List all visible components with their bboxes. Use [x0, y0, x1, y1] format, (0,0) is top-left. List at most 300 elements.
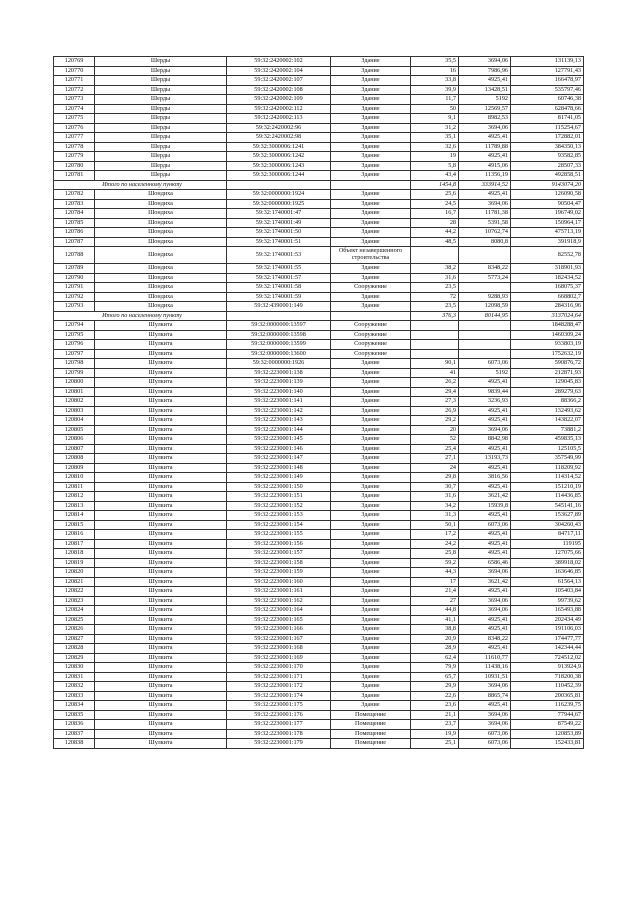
cadastral-number-cell: 59:32:3000006:1241 [227, 142, 331, 152]
area-cell: 32,6 [411, 142, 459, 152]
cadastral-number-cell: 59:32:2230001:155 [227, 530, 331, 540]
value-cell: 318901,93 [511, 264, 584, 274]
value-cell: 118209,92 [511, 463, 584, 473]
value-cell: 535797,46 [511, 85, 584, 95]
table-row [54, 142, 584, 152]
cadastral-number-cell: 59:32:2230001:158 [227, 558, 331, 568]
object-type-cell: Здание [331, 397, 411, 407]
cadastral-number-cell: 59:32:0000000:1924 [227, 190, 331, 200]
table-row [54, 558, 584, 568]
object-type-cell: Здание [331, 644, 411, 654]
value-cell: 114314,52 [511, 473, 584, 483]
cadastral-number-cell: 59:32:2230001:149 [227, 473, 331, 483]
settlement-cell: Шулкита [95, 511, 227, 521]
cadastral-number-cell: 59:32:2230001:171 [227, 672, 331, 682]
row-number: 120773 [54, 95, 95, 105]
row-number: 120769 [54, 57, 95, 67]
value-cell: 82552,78 [511, 247, 584, 264]
settlement-cell: Шулкита [95, 644, 227, 654]
cadastral-number-cell: 59:32:2230001:150 [227, 482, 331, 492]
value-cell: 150964,17 [511, 218, 584, 228]
object-type-cell: Здание [331, 625, 411, 635]
object-type-cell: Здание [331, 691, 411, 701]
rate-cell: 8842,98 [459, 435, 511, 445]
row-number: 120779 [54, 152, 95, 162]
value-cell: 152433,81 [511, 739, 584, 749]
area-cell: 43,4 [411, 171, 459, 181]
value-cell: 492858,51 [511, 171, 584, 181]
area-cell: 33,8 [411, 76, 459, 86]
row-number: 120803 [54, 406, 95, 416]
rate-cell: 8080,8 [459, 237, 511, 247]
rate-cell: 3694,06 [459, 123, 511, 133]
value-cell: 60746,38 [511, 95, 584, 105]
rate-cell: 5192 [459, 368, 511, 378]
row-number: 120813 [54, 501, 95, 511]
table-row [54, 720, 584, 730]
area-cell: 59,2 [411, 558, 459, 568]
cadastral-number-cell: 59:32:2230001:142 [227, 406, 331, 416]
cadastral-number-cell: 59:32:2230001:179 [227, 739, 331, 749]
area-cell: 23,6 [411, 701, 459, 711]
object-type-cell: Здание [331, 435, 411, 445]
table-row [54, 161, 584, 171]
settlement-cell: Шулкита [95, 729, 227, 739]
settlement-cell: Шерды [95, 142, 227, 152]
table-row [54, 482, 584, 492]
rate-cell: 4925,41 [459, 133, 511, 143]
table-row [54, 292, 584, 302]
value-cell: 168075,37 [511, 283, 584, 293]
row-number: 120801 [54, 387, 95, 397]
area-cell: 41,1 [411, 615, 459, 625]
subtotal-row [54, 180, 584, 190]
area-cell: 44,8 [411, 606, 459, 616]
settlement-cell: Шулкита [95, 387, 227, 397]
settlement-cell: Шондиха [95, 247, 227, 264]
area-cell: 24,2 [411, 539, 459, 549]
rate-cell: 6073,06 [459, 520, 511, 530]
rate-cell [459, 247, 511, 264]
object-type-cell: Здание [331, 577, 411, 587]
rate-cell: 3694,06 [459, 425, 511, 435]
settlement-cell: Шулкита [95, 672, 227, 682]
object-type-cell: Здание [331, 133, 411, 143]
cadastral-number-cell: 59:32:2230001:168 [227, 644, 331, 654]
cadastral-number-cell: 59:32:1740001:57 [227, 273, 331, 283]
row-number: 120818 [54, 549, 95, 559]
rate-cell: 6073,06 [459, 359, 511, 369]
row-number: 120781 [54, 171, 95, 181]
table-row [54, 463, 584, 473]
table-row [54, 473, 584, 483]
value-cell: 163646,85 [511, 568, 584, 578]
rate-cell: 4925,41 [459, 152, 511, 162]
area-cell: 11,7 [411, 95, 459, 105]
row-number: 120829 [54, 653, 95, 663]
settlement-cell: Шулкита [95, 425, 227, 435]
cadastral-number-cell: 59:32:0000000:13598 [227, 330, 331, 340]
row-number: 120797 [54, 349, 95, 359]
settlement-cell: Шулкита [95, 691, 227, 701]
settlement-cell: Шулкита [95, 340, 227, 350]
row-number: 120792 [54, 292, 95, 302]
cadastral-number-cell: 59:32:2230001:159 [227, 568, 331, 578]
rate-cell: 13428,51 [459, 85, 511, 95]
row-number: 120817 [54, 539, 95, 549]
value-cell: 105403,84 [511, 587, 584, 597]
area-cell [411, 321, 459, 331]
value-cell: 131139,13 [511, 57, 584, 67]
rate-cell: 15939,8 [459, 501, 511, 511]
settlement-cell: Шондиха [95, 199, 227, 209]
rate-cell: 8348,22 [459, 634, 511, 644]
value-cell: 391918,9 [511, 237, 584, 247]
rate-cell: 12098,59 [459, 302, 511, 312]
area-cell: 48,5 [411, 237, 459, 247]
rate-cell: 11610,77 [459, 653, 511, 663]
value-cell: 28507,33 [511, 161, 584, 171]
area-cell: 29,8 [411, 473, 459, 483]
row-number: 120836 [54, 720, 95, 730]
row-number: 120819 [54, 558, 95, 568]
row-number: 120786 [54, 228, 95, 238]
area-cell [411, 247, 459, 264]
area-cell: 50,1 [411, 520, 459, 530]
rate-cell: 7986,96 [459, 66, 511, 76]
area-cell: 38,8 [411, 625, 459, 635]
area-cell: 27,3 [411, 397, 459, 407]
value-cell: 590876,72 [511, 359, 584, 369]
area-cell: 23,7 [411, 720, 459, 730]
value-cell: 475713,19 [511, 228, 584, 238]
value-cell: 61564,13 [511, 577, 584, 587]
settlement-cell: Шерды [95, 95, 227, 105]
table-row [54, 330, 584, 340]
cadastral-number-cell: 59:32:2230001:175 [227, 701, 331, 711]
rate-cell: 3694,06 [459, 596, 511, 606]
settlement-cell: Шондиха [95, 228, 227, 238]
value-cell: 165493,88 [511, 606, 584, 616]
object-type-cell: Здание [331, 368, 411, 378]
settlement-cell: Шерды [95, 114, 227, 124]
rate-cell: 12569,57 [459, 104, 511, 114]
object-type-cell: Здание [331, 161, 411, 171]
value-cell: 120853,89 [511, 729, 584, 739]
settlement-cell: Шулкита [95, 549, 227, 559]
cadastral-number-cell: 59:32:2230001:140 [227, 387, 331, 397]
cadastral-number-cell: 59:32:2420002:108 [227, 85, 331, 95]
cadastral-number-cell: 59:32:2230001:146 [227, 444, 331, 454]
value-cell: 129045,83 [511, 378, 584, 388]
cadastral-number-cell: 59:32:2420002:109 [227, 95, 331, 105]
rate-cell: 11356,19 [459, 171, 511, 181]
rate-cell: 4925,41 [459, 625, 511, 635]
object-type-cell: Помещение [331, 710, 411, 720]
cadastral-number-cell: 59:32:2230001:138 [227, 368, 331, 378]
cadastral-number-cell: 59:32:0000000:1925 [227, 199, 331, 209]
settlement-cell: Шулкита [95, 587, 227, 597]
register-rows [54, 57, 584, 749]
empty-cell [227, 311, 331, 321]
row-number: 120789 [54, 264, 95, 274]
rate-cell: 3816,56 [459, 473, 511, 483]
row-number: 120804 [54, 416, 95, 426]
table-row [54, 123, 584, 133]
area-cell: 29,2 [411, 416, 459, 426]
value-cell: 151210,19 [511, 482, 584, 492]
table-row [54, 644, 584, 654]
row-number: 120798 [54, 359, 95, 369]
cadastral-number-cell: 59:32:2230001:148 [227, 463, 331, 473]
table-row [54, 425, 584, 435]
cadastral-number-cell: 59:32:1740001:51 [227, 237, 331, 247]
object-type-cell: Здание [331, 520, 411, 530]
value-cell: 1848288,47 [511, 321, 584, 331]
object-type-cell: Здание [331, 549, 411, 559]
object-type-cell: Здание [331, 292, 411, 302]
subtotal-label: Итого по населенному пункту [54, 311, 227, 321]
cadastral-number-cell: 59:32:2230001:165 [227, 615, 331, 625]
rate-cell: 4925,41 [459, 549, 511, 559]
area-cell: 20 [411, 425, 459, 435]
value-cell: 84717,11 [511, 530, 584, 540]
rate-cell: 4915,06 [459, 161, 511, 171]
rate-cell: 4925,41 [459, 190, 511, 200]
cadastral-number-cell: 59:32:2230001:178 [227, 729, 331, 739]
object-type-cell: Помещение [331, 729, 411, 739]
value-cell: 628478,66 [511, 104, 584, 114]
table-row [54, 492, 584, 502]
area-cell: 20,9 [411, 634, 459, 644]
cadastral-number-cell: 59:32:3000006:1243 [227, 161, 331, 171]
subtotal-value: 3137024,64 [511, 311, 584, 321]
row-number: 120800 [54, 378, 95, 388]
area-cell: 21,1 [411, 710, 459, 720]
row-number: 120778 [54, 142, 95, 152]
cadastral-number-cell: 59:32:2230001:164 [227, 606, 331, 616]
area-cell: 31,6 [411, 492, 459, 502]
table-row [54, 247, 584, 264]
settlement-cell: Шулкита [95, 530, 227, 540]
settlement-cell: Шерды [95, 171, 227, 181]
settlement-cell: Шондиха [95, 273, 227, 283]
value-cell: 182434,52 [511, 273, 584, 283]
row-number: 120793 [54, 302, 95, 312]
settlement-cell: Шулкита [95, 568, 227, 578]
table-row [54, 634, 584, 644]
area-cell: 62,4 [411, 653, 459, 663]
object-type-cell: Здание [331, 682, 411, 692]
table-row [54, 729, 584, 739]
cadastral-number-cell: 59:32:2420002:104 [227, 66, 331, 76]
row-number: 120831 [54, 672, 95, 682]
area-cell: 44,2 [411, 228, 459, 238]
area-cell: 21,4 [411, 587, 459, 597]
rate-cell: 4925,41 [459, 530, 511, 540]
table-row [54, 264, 584, 274]
subtotal-rate: 333914,52 [459, 180, 511, 190]
row-number: 120777 [54, 133, 95, 143]
table-row [54, 171, 584, 181]
rate-cell [459, 349, 511, 359]
table-row [54, 672, 584, 682]
subtotal-value: 9143074,20 [511, 180, 584, 190]
object-type-cell: Здание [331, 606, 411, 616]
cadastral-number-cell: 59:32:2230001:156 [227, 539, 331, 549]
area-cell: 19 [411, 152, 459, 162]
rate-cell: 4925,41 [459, 587, 511, 597]
table-row [54, 237, 584, 247]
settlement-cell: Шулкита [95, 416, 227, 426]
object-type-cell: Здание [331, 482, 411, 492]
row-number: 120790 [54, 273, 95, 283]
object-type-cell: Здание [331, 104, 411, 114]
row-number: 120806 [54, 435, 95, 445]
area-cell: 27,1 [411, 454, 459, 464]
table-row [54, 340, 584, 350]
settlement-cell: Шулкита [95, 558, 227, 568]
rate-cell: 4925,41 [459, 644, 511, 654]
row-number: 120799 [54, 368, 95, 378]
area-cell: 16 [411, 66, 459, 76]
cadastral-number-cell: 59:32:2230001:152 [227, 501, 331, 511]
settlement-cell: Шулкита [95, 330, 227, 340]
value-cell: 1752632,19 [511, 349, 584, 359]
object-type-cell: Здание [331, 218, 411, 228]
settlement-cell: Шулкита [95, 739, 227, 749]
area-cell: 9,1 [411, 114, 459, 124]
row-number: 120794 [54, 321, 95, 331]
rate-cell: 5192 [459, 95, 511, 105]
area-cell: 23,5 [411, 283, 459, 293]
object-type-cell: Здание [331, 568, 411, 578]
cadastral-number-cell: 59:32:2230001:167 [227, 634, 331, 644]
area-cell: 17,2 [411, 530, 459, 540]
value-cell: 191106,03 [511, 625, 584, 635]
table-row [54, 114, 584, 124]
cadastral-number-cell: 59:32:0000000:1926 [227, 359, 331, 369]
value-cell: 125105,5 [511, 444, 584, 454]
area-cell: 29,4 [411, 387, 459, 397]
rate-cell: 6586,46 [459, 558, 511, 568]
rate-cell: 11781,38 [459, 209, 511, 219]
object-type-cell: Здание [331, 701, 411, 711]
object-type-cell: Здание [331, 264, 411, 274]
row-number: 120788 [54, 247, 95, 264]
area-cell [411, 340, 459, 350]
cadastral-number-cell: 59:32:2230001:154 [227, 520, 331, 530]
settlement-cell: Шулкита [95, 492, 227, 502]
row-number: 120816 [54, 530, 95, 540]
value-cell: 166478,97 [511, 76, 584, 86]
value-cell: 93582,85 [511, 152, 584, 162]
row-number: 120830 [54, 663, 95, 673]
table-row [54, 133, 584, 143]
table-row [54, 228, 584, 238]
rate-cell: 11438,16 [459, 663, 511, 673]
row-number: 120832 [54, 682, 95, 692]
area-cell: 38,2 [411, 264, 459, 274]
row-number: 120823 [54, 596, 95, 606]
cadastral-number-cell: 59:32:2230001:176 [227, 710, 331, 720]
row-number: 120772 [54, 85, 95, 95]
area-cell: 79,9 [411, 663, 459, 673]
rate-cell: 3694,06 [459, 199, 511, 209]
table-row [54, 302, 584, 312]
area-cell: 65,7 [411, 672, 459, 682]
settlement-cell: Шулкита [95, 653, 227, 663]
object-type-cell: Здание [331, 57, 411, 67]
rate-cell: 3694,06 [459, 606, 511, 616]
value-cell: 132493,62 [511, 406, 584, 416]
row-number: 120824 [54, 606, 95, 616]
object-type-cell: Здание [331, 663, 411, 673]
area-cell: 25,6 [411, 190, 459, 200]
area-cell: 35,5 [411, 57, 459, 67]
settlement-cell: Шулкита [95, 435, 227, 445]
area-cell: 90,1 [411, 359, 459, 369]
cadastral-number-cell: 59:32:1740001:59 [227, 292, 331, 302]
table-row [54, 454, 584, 464]
cadastral-number-cell: 59:32:1740001:58 [227, 283, 331, 293]
settlement-cell: Шулкита [95, 378, 227, 388]
area-cell: 31,3 [411, 511, 459, 521]
table-row [54, 85, 584, 95]
row-number: 120783 [54, 199, 95, 209]
area-cell: 22,6 [411, 691, 459, 701]
rate-cell: 3694,06 [459, 720, 511, 730]
cadastral-number-cell: 59:32:2420002:102 [227, 57, 331, 67]
area-cell: 23,5 [411, 302, 459, 312]
cadastral-number-cell: 59:32:0000000:13599 [227, 340, 331, 350]
area-cell: 72 [411, 292, 459, 302]
value-cell: 153627,89 [511, 511, 584, 521]
area-cell: 25,8 [411, 549, 459, 559]
row-number: 120807 [54, 444, 95, 454]
table-row [54, 66, 584, 76]
table-row [54, 549, 584, 559]
area-cell: 31,6 [411, 273, 459, 283]
area-cell: 25,1 [411, 739, 459, 749]
cadastral-number-cell: 59:32:1740001:50 [227, 228, 331, 238]
table-row [54, 615, 584, 625]
table-row [54, 520, 584, 530]
value-cell: 389918,02 [511, 558, 584, 568]
subtotal-row [54, 311, 584, 321]
cadastral-number-cell: 59:32:2420002:112 [227, 104, 331, 114]
rate-cell: 4925,41 [459, 539, 511, 549]
object-type-cell: Здание [331, 596, 411, 606]
object-type-cell: Здание [331, 387, 411, 397]
object-type-cell: Здание [331, 171, 411, 181]
rate-cell: 4925,41 [459, 482, 511, 492]
rate-cell: 10762,74 [459, 228, 511, 238]
cadastral-number-cell: 59:32:2230001:151 [227, 492, 331, 502]
rate-cell: 6073,06 [459, 739, 511, 749]
subtotal-area: 376,3 [411, 311, 459, 321]
row-number: 120771 [54, 76, 95, 86]
row-number: 120805 [54, 425, 95, 435]
settlement-cell: Шулкита [95, 482, 227, 492]
settlement-cell: Шулкита [95, 473, 227, 483]
object-type-cell: Здание [331, 85, 411, 95]
object-type-cell: Здание [331, 378, 411, 388]
area-cell: 39,9 [411, 85, 459, 95]
rate-cell: 8348,22 [459, 264, 511, 274]
rate-cell: 4925,41 [459, 444, 511, 454]
table-row [54, 406, 584, 416]
